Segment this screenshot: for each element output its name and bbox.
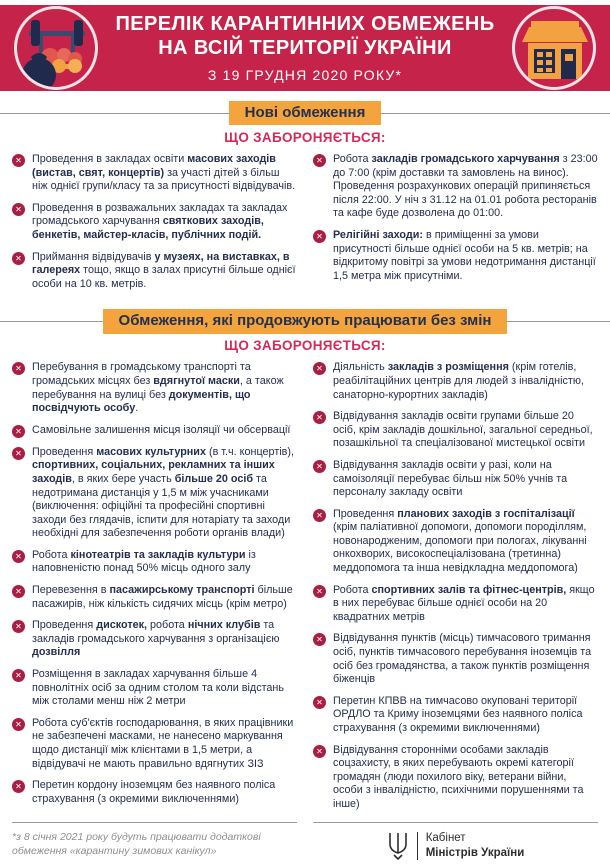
restriction-list <box>313 153 598 283</box>
column-left <box>12 361 297 819</box>
prohibited-x-icon: ✕ <box>12 669 25 682</box>
prohibited-x-icon: ✕ <box>12 362 25 375</box>
restriction-text: Проведення в закладах освіти масових заходів (вистав, свят, концертів) за участі дітей з більш ніж однієї групи/класу та за присутності відвідувачів. <box>32 153 296 193</box>
prohibited-x-icon: ✕ <box>12 780 25 793</box>
storefront-graphic <box>515 9 595 89</box>
restriction-item <box>12 202 297 243</box>
prohibited-x-icon: ✕ <box>313 696 326 709</box>
gym-equipment-icon <box>14 6 98 90</box>
restriction-text: Відвідування закладів освіти групами більше 20 осіб, крім закладів дошкільної, загальної середньої, позашкільної та спеціалізованої мистецької освіти <box>333 410 593 450</box>
restriction-text: Робота кінотеатрів та закладів культури із наповненістю понад 50% місць одного залу <box>32 548 256 575</box>
header-titles <box>98 13 512 82</box>
prohibited-x-icon: ✕ <box>313 362 326 375</box>
restriction-text: Проведення масових культурних (в т.ч. концертів), спортивних, соціальних, рекламних та інших заходів, в яких бере участь більше 20 осіб та недотримана дистанція у 1,5 м між учасниками (виключення: офіційні та професійні спортивні заходи без глядачів, іспити для нотаріату та заходи необхідні для забезпечення роботи органів влади) <box>32 445 294 540</box>
restriction-text: Робота суб'єктів господарювання, в яких працівники не забезпечені масками, не нанесено маркування щодо дистанції між клієнтами в 1,5 метри, а відвідувачі не мають правильно вдягнутих ЗІЗ <box>32 716 294 770</box>
prohibited-x-icon: ✕ <box>12 447 25 460</box>
footnote: *з 8 січня 2021 року будуть працювати додаткові обмеження «карантину зимових канікул» <box>12 822 297 867</box>
restriction-item <box>12 446 297 541</box>
header-banner <box>0 5 610 91</box>
section-unchanged-restrictions <box>12 309 598 819</box>
restriction-item <box>313 695 598 736</box>
restriction-item <box>12 153 297 194</box>
column-right <box>313 361 598 819</box>
section-badge: Обмеження, які продовжують працювати без змін <box>103 309 508 333</box>
restriction-item <box>12 251 297 292</box>
prohibited-x-icon: ✕ <box>313 585 326 598</box>
logo-line1: Кабінет <box>425 832 466 845</box>
restriction-text: Проведення в розважальних закладах та закладах громадського харчування святкових заходів, бенкетів, майстер-класів, публічних подій. <box>32 201 288 241</box>
prohibited-x-icon: ✕ <box>12 620 25 633</box>
prohibited-x-icon: ✕ <box>313 460 326 473</box>
restriction-item <box>313 153 598 221</box>
restriction-text: Відвідування сторонніми особами закладів соцзахисту, в яких перебувають окремі категорії громадян (люди похилого віку, ветерани війни, особи з інвалідністю, психічними порушеннями та інше) <box>333 743 584 810</box>
prohibited-x-icon: ✕ <box>12 585 25 598</box>
restriction-text: Проведення дискотек, робота нічних клубів та закладів громадського харчування з організацією дозвілля <box>32 619 280 659</box>
page-subtitle: З 19 ГРУДНЯ 2020 РОКУ* <box>207 66 403 83</box>
restriction-text: Робота спортивних залів та фітнес-центрів, якщо в них перебуває більше однієї особи на 20 квадратних метрів <box>333 583 595 623</box>
restriction-list <box>313 361 598 811</box>
footer <box>0 820 610 867</box>
restriction-text: Перетин кордону іноземцям без наявного поліса страхування (з окремими виключеннями) <box>32 779 276 805</box>
restriction-item <box>313 361 598 402</box>
section-badge-row <box>12 101 598 125</box>
restrictions-content <box>0 101 610 820</box>
restriction-item <box>313 508 598 576</box>
prohibited-heading: ЩО ЗАБОРОНЯЄТЬСЯ: <box>224 338 386 354</box>
prohibited-x-icon: ✕ <box>12 550 25 563</box>
logo-separator <box>417 832 418 860</box>
restriction-item <box>12 668 297 709</box>
restriction-item <box>12 584 297 611</box>
prohibited-x-icon: ✕ <box>313 154 326 167</box>
prohibited-x-icon: ✕ <box>313 509 326 522</box>
storefront-icon <box>512 6 596 90</box>
restriction-text: Перетин КПВВ на тимчасово окуповані території ОРДЛО та Криму іноземцями без наявного поліса страхування (з окремими виключеннями) <box>333 694 583 734</box>
restriction-list <box>12 153 297 291</box>
restriction-item <box>313 229 598 283</box>
government-logo-block <box>313 822 598 867</box>
prohibited-x-icon: ✕ <box>12 252 25 265</box>
prohibited-heading: ЩО ЗАБОРОНЯЄТЬСЯ: <box>224 130 386 145</box>
restriction-item <box>12 424 297 438</box>
restriction-item <box>313 744 598 812</box>
restriction-item <box>313 459 598 500</box>
restriction-text: Відвідування закладів освіти у разі, коли на самоізоляції перебуває більш ніж 50% учнів та персоналу закладу освіти <box>333 458 568 499</box>
cabinet-logo <box>313 831 598 861</box>
restriction-item <box>12 549 297 576</box>
restriction-text: Приймання відвідувачів у музеях, на виставках, в галереях тощо, якщо в залах присутні більше однієї особи на 10 кв. метрів. <box>32 250 296 290</box>
column-right <box>313 153 598 299</box>
restriction-text: Розміщення в закладах харчування більше 4 повнолітніх осіб за одним столом та коли відстань між столами менш ніж 2 метри <box>32 668 285 708</box>
prohibited-x-icon: ✕ <box>12 203 25 216</box>
restriction-list <box>12 361 297 806</box>
tryzub-icon <box>387 831 409 861</box>
column-left <box>12 153 297 299</box>
prohibited-x-icon: ✕ <box>12 425 25 438</box>
restriction-text: Релігійні заходи: в приміщенні за умови присутності більше однієї особи на 5 кв. метрів; на відкритому повітрі за умови недотримання дистанції 1,5 метра між присутніми. <box>333 228 596 282</box>
section-badge: Нові обмеження <box>229 101 382 125</box>
restriction-item <box>313 632 598 686</box>
restriction-text: Робота закладів громадського харчування з 23:00 до 7:00 (крім доставки та замовлень на винос). Проведення розрахункових операцій припиняється після 22:00. У ніч з 31.12 на 01.01 робота ресторанів та кафе буде дозволена до 01:00. <box>333 153 598 220</box>
restriction-item <box>313 584 598 625</box>
prohibited-x-icon: ✕ <box>313 633 326 646</box>
restriction-item <box>12 779 297 806</box>
restriction-text: Самовільне залишення місця ізоляції чи обсервації <box>32 423 291 436</box>
prohibited-x-icon: ✕ <box>12 154 25 167</box>
restriction-text: Перевезення в пасажирському транспорті більше пасажирів, ніж кількість сидячих місць (крім метро) <box>32 584 293 610</box>
page-title-line1: ПЕРЕЛІК КАРАНТИННИХ ОБМЕЖЕНЬ <box>115 13 495 36</box>
logo-text <box>426 831 525 860</box>
restriction-item <box>12 717 297 771</box>
section-badge-row <box>12 309 598 333</box>
footer-divider <box>313 822 598 823</box>
restriction-text: Перебування в громадському транспорті та громадських місцях без вдягнутої маски, а також перебування на вулиці без документів, що посвідчують особу. <box>32 361 284 415</box>
section-new-restrictions <box>12 101 598 299</box>
restriction-text: Діяльність закладів з розміщення (крім готелів, реабілітаційних центрів для людей з інвалідністю, санаторно-курортних закладів) <box>333 361 584 401</box>
restriction-item <box>313 410 598 451</box>
restriction-item <box>12 361 297 415</box>
restriction-text: Відвідування пунктів (місць) тимчасового тримання осіб, пунктів тимчасового перебування іноземців та осіб без громадянства, а також пунктів розміщення біженців <box>333 632 592 686</box>
prohibited-x-icon: ✕ <box>313 745 326 758</box>
restriction-item <box>12 619 297 660</box>
page-title-line2: НА ВСІЙ ТЕРИТОРІЇ УКРАЇНИ <box>158 37 452 59</box>
restriction-text: Проведення планових заходів з госпіталізації (крім паліативної допомоги, допомоги породіллям, новонародженим, допомоги при пологах, лікуванні онкохворих, високоспеціалізована (третинна) меддопомога та інша невідкладна меддопомога) <box>333 507 587 575</box>
prohibited-x-icon: ✕ <box>313 411 326 424</box>
prohibited-x-icon: ✕ <box>12 718 25 731</box>
logo-line2: Міністрів України <box>425 846 525 859</box>
prohibited-x-icon: ✕ <box>313 230 326 243</box>
gym-equipment-graphic <box>17 9 97 89</box>
